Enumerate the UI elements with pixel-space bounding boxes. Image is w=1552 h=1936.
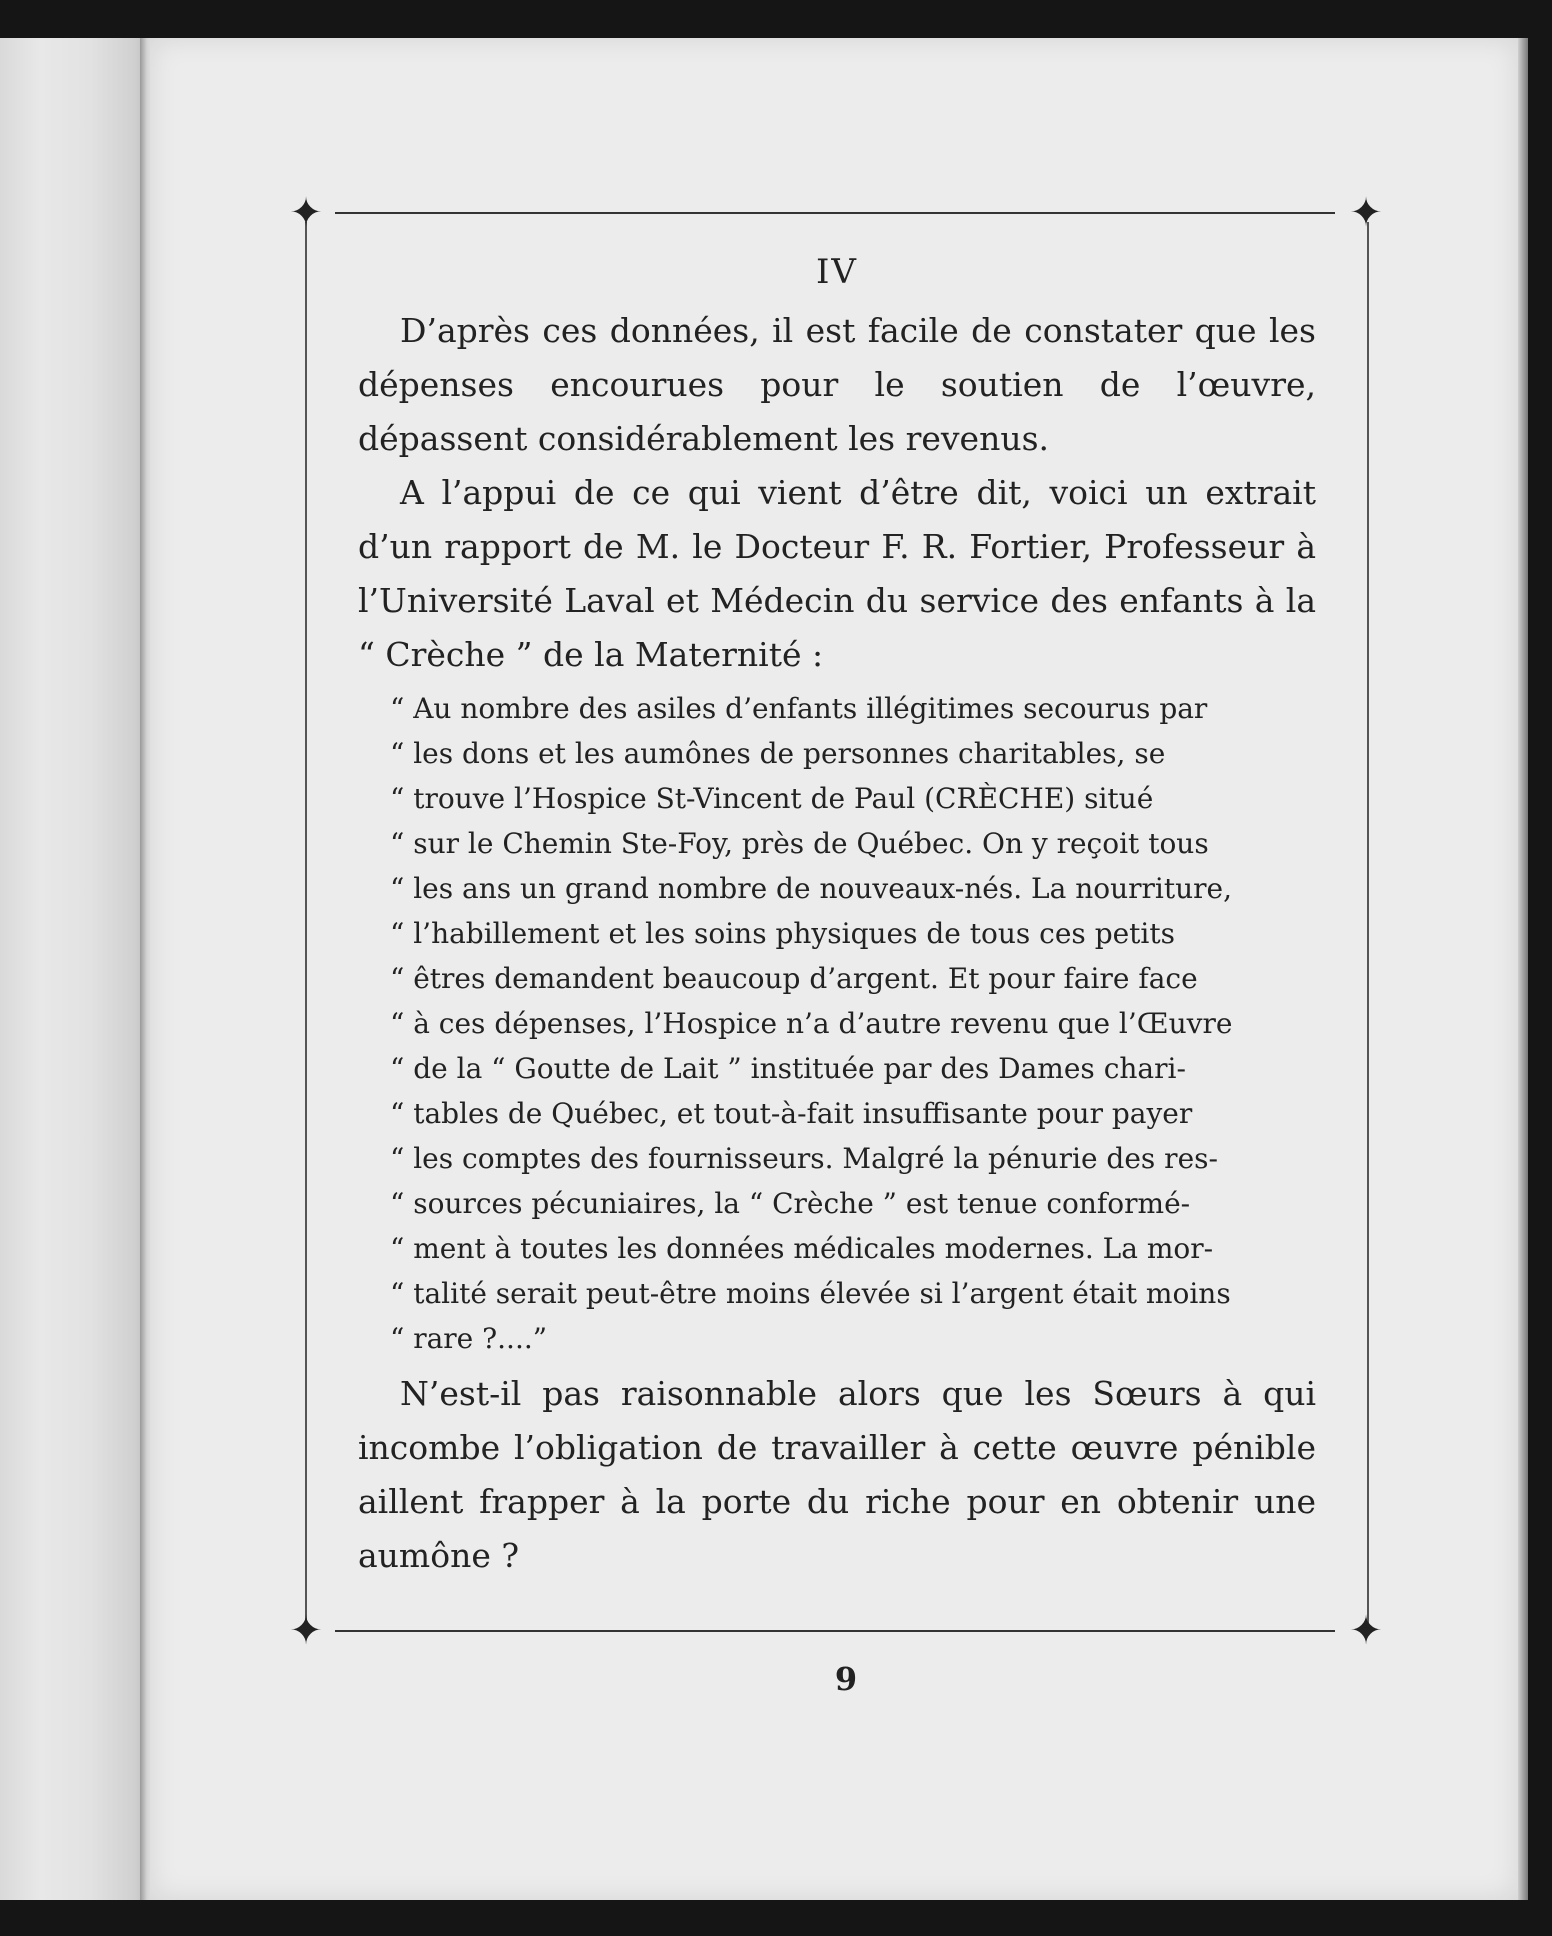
quote-line: “ les ans un grand nombre de nouveaux-nés. La nourriture, xyxy=(390,872,1232,905)
quote-line: “ tables de Québec, et tout-à-fait insuffisante pour payer xyxy=(390,1097,1193,1130)
corner-ornament-top-right: ✦ xyxy=(1349,190,1383,236)
quoted-report xyxy=(390,686,1316,1361)
quote-line: “ sur le Chemin Ste-Foy, près de Québec. On y reçoit tous xyxy=(390,827,1209,860)
quote-line: “ trouve l’Hospice St-Vincent de Paul (CRÈCHE) situé xyxy=(390,782,1154,815)
paragraph-2 xyxy=(358,466,1316,682)
quote-line: “ êtres demandent beaucoup d’argent. Et pour faire face xyxy=(390,962,1198,995)
quote-line: “ à ces dépenses, l’Hospice n’a d’autre revenu que l’Œuvre xyxy=(390,1007,1233,1040)
page-content xyxy=(358,250,1316,1583)
quote-line: “ rare ?....” xyxy=(390,1322,548,1355)
top-rule xyxy=(335,212,1335,214)
quote-line: “ Au nombre des asiles d’enfants illégitimes secourus par xyxy=(390,692,1208,725)
paragraph-1 xyxy=(358,304,1316,466)
corner-ornament-bottom-left: ✦ xyxy=(289,1608,323,1654)
facing-page-edge xyxy=(0,38,148,1900)
chapter-heading: IV xyxy=(816,252,858,292)
quote-line: “ les dons et les aumônes de personnes charitables, se xyxy=(390,737,1166,770)
quote-line: “ talité serait peut-être moins élevée si l’argent était moins xyxy=(390,1277,1231,1310)
quote-line: “ les comptes des fournisseurs. Malgré la pénurie des res- xyxy=(390,1142,1218,1175)
quote-line: “ l’habillement et les soins physiques de tous ces petits xyxy=(390,917,1176,950)
paragraph-3-text: N’est-il pas raisonnable alors que les Sœurs à qui incombe l’obligation de travailler à cette œuvre pénible aillent frapper à la porte du riche pour en obtenir une aumône ? xyxy=(358,1374,1316,1575)
quote-line: “ sources pécuniaires, la “ Crèche ” est tenue conformé- xyxy=(390,1187,1191,1220)
paragraph-2-text: A l’appui de ce qui vient d’être dit, voici un extrait d’un rapport de M. le Docteur F. R. Fortier, Professeur à l’Université Laval et Médecin du service des enfants à la “ Crèche ” de la Maternité : xyxy=(358,473,1316,674)
page-number: 9 xyxy=(834,1660,858,1698)
bottom-rule xyxy=(335,1630,1335,1632)
corner-ornament-top-left: ✦ xyxy=(289,190,323,236)
quote-line: “ ment à toutes les données médicales modernes. La mor- xyxy=(390,1232,1214,1265)
paragraph-1-text: D’après ces données, il est facile de constater que les dépenses encourues pour le soutien de l’œuvre, dépassent considérablement les revenus. xyxy=(358,311,1316,458)
paragraph-3 xyxy=(358,1367,1316,1583)
quote-line: “ de la “ Goutte de Lait ” instituée par des Dames chari- xyxy=(390,1052,1186,1085)
corner-ornament-bottom-right: ✦ xyxy=(1349,1608,1383,1654)
page-right-edge xyxy=(1518,38,1528,1900)
